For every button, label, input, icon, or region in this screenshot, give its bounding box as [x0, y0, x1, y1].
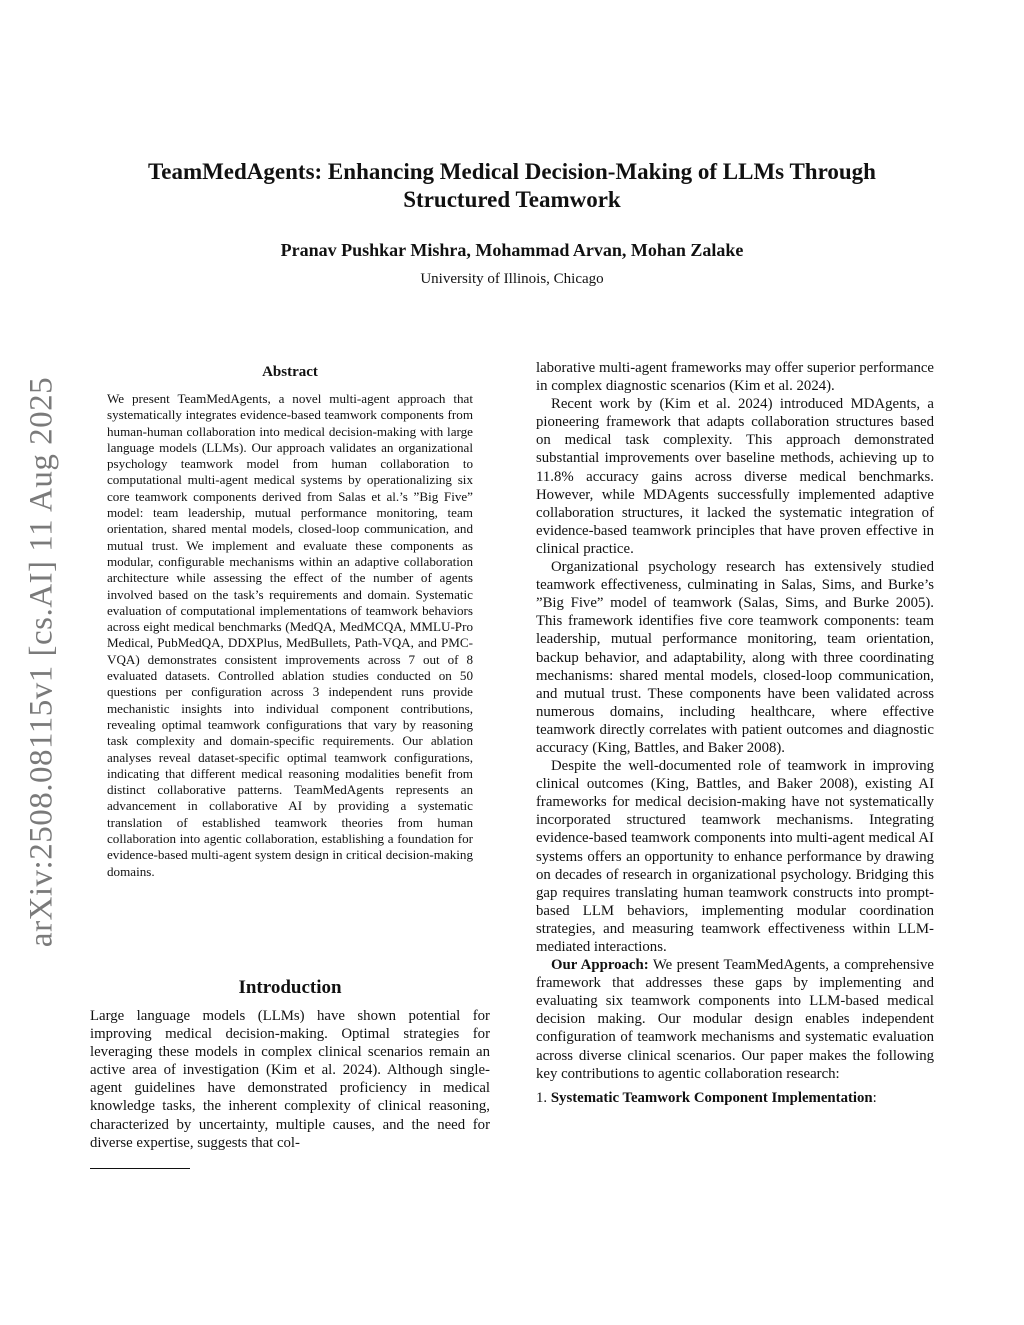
contribution-number: 1.: [536, 1089, 548, 1106]
introduction-heading: Introduction: [238, 977, 342, 998]
title-line-2: Structured Teamwork: [403, 187, 621, 212]
footnote-rule: [90, 1168, 190, 1169]
paragraph-mdagents: Recent work by (Kim et al. 2024) introduced MDAgents, a pioneering framework that adapts collaboration structures based on medical task complexity. This approach demonstrated substantial improvements over baseline methods, achieving up to 11.8% accuracy gains across diverse medical benchmarks. However, while MDAgents successfully implemented adaptive collaboration structures, it lacked the systematic integration of evidence-based teamwork principles that have proven effective in clinical practice.: [536, 396, 934, 557]
paragraph-org-psych: Organizational psychology research has extensively studied teamwork effectiveness, culminating in Salas, Sims, and Burke’s ”Big Five” model of teamwork (Salas, Sims, and Burke 2005). This framework identifies five core teamwork components: team leadership, mutual performance monitoring, team orientation, backup behavior, and adaptability, along with three coordinating mechanisms: shared mental models, closed-loop communication, and mutual trust. These components have been validated across numerous domains, including healthcare, where effective teamwork directly correlates with patient outcomes and diagnostic accuracy (King, Battles, and Baker 2008).: [536, 559, 934, 756]
right-column: [536, 359, 934, 1107]
abstract-text: We present TeamMedAgents, a novel multi-agent approach that systematically integrates evidence-based teamwork components from human-human collaboration into medical decision-making with large language models (LLMs). Our approach validates an organizational psychology teamwork model from human collaboration to computational multi-agent medical systems by operationalizing six core teamwork components derived from Salas et al.’s ”Big Five” model: team leadership, mutual performance monitoring, team orientation, shared mental models, closed-loop communication, and mutual trust. We implement and evaluate these components as modular, configurable mechanisms within an adaptive collaboration architecture while assessing the effect of the number of agents involved based on the task’s requirements and domain. Systematic evaluation of computational implementations of teamwork behaviors across eight medical benchmarks (MedQA, MedMCQA, MMLU-Pro Medical, PubMedQA, DDXPlus, MedBullets, Path-VQA, and PMC-VQA) demonstrates consistent improvements across 7 out of 8 evaluated datasets. Controlled ablation studies conducted on 50 questions per configuration across 3 independent runs provide mechanistic insights into individual component contributions, revealing optimal teamwork configurations that vary by reasoning task complexity and domain-specific requirements. Our ablation analyses reveal dataset-specific optimal teamwork configurations, indicating that different medical reasoning modalities benefit from distinct collaborative patterns. TeamMedAgents represents an advancement in collaborative AI by providing a systematic translation of established teamwork theories from human collaboration into agentic collaboration, establishing a foundation for evidence-based multi-agent system design in critical decision-making domains.: [107, 391, 473, 879]
introduction-paragraph: Large language models (LLMs) have shown potential for improving medical decision-making. Optimal strategies for leveraging these models in complex clinical scenarios remain an active area of investigation (Kim et al. 2024). Although single-agent guidelines have demonstrated proficiency in medical knowledge tasks, the inherent complexity of clinical reasoning, characterized by uncertainty, multiple causes, and the need for diverse expertise, suggests that col-: [90, 1008, 490, 1151]
arxiv-stamp: arXiv:2508.08115v1 [cs.AI] 11 Aug 2025: [23, 376, 60, 948]
contribution-title: Systematic Teamwork Component Implementation: [550, 1089, 873, 1106]
contribution-item-1: [536, 1089, 934, 1107]
paragraph-continuation: laborative multi-agent frameworks may offer superior performance in complex diagnostic scenarios (Kim et al. 2024).: [536, 360, 934, 395]
author-list: Pranav Pushkar Mishra, Mohammad Arvan, Mohan Zalake: [280, 240, 744, 260]
our-approach-lead: Our Approach:: [551, 957, 649, 974]
paragraph-our-approach: [536, 956, 934, 1083]
paper-title: [100, 158, 924, 214]
our-approach-text: We present TeamMedAgents, a comprehensive framework that addresses these gaps by implementing and evaluating six teamwork components into LLM-based medical decision making. Our modular design enables independent configuration of teamwork mechanisms and systematic evaluation across diverse clinical scenarios. Our paper makes the following key contributions to agentic collaboration research:: [536, 957, 934, 1082]
contribution-colon: :: [872, 1089, 877, 1106]
abstract-section: [107, 364, 473, 880]
title-line-1: TeamMedAgents: Enhancing Medical Decision-Making of LLMs Through: [148, 159, 876, 184]
paragraph-gap: Despite the well-documented role of teamwork in improving clinical outcomes (King, Battles, and Baker 2008), existing AI frameworks for medical decision-making have not systematically incorporated structured teamwork mechanisms. Integrating evidence-based teamwork components into multi-agent medical AI systems offers an opportunity to enhance performance by drawing on decades of research in organizational psychology. Bridging this gap requires translating human teamwork constructs into prompt-based LLM behaviors, implementing modular coordination strategies, and measuring teamwork effectiveness within LLM-mediated interactions.: [536, 758, 934, 955]
abstract-heading: Abstract: [262, 364, 318, 380]
introduction-section: [90, 977, 490, 1152]
affiliation: University of Illinois, Chicago: [420, 271, 604, 287]
